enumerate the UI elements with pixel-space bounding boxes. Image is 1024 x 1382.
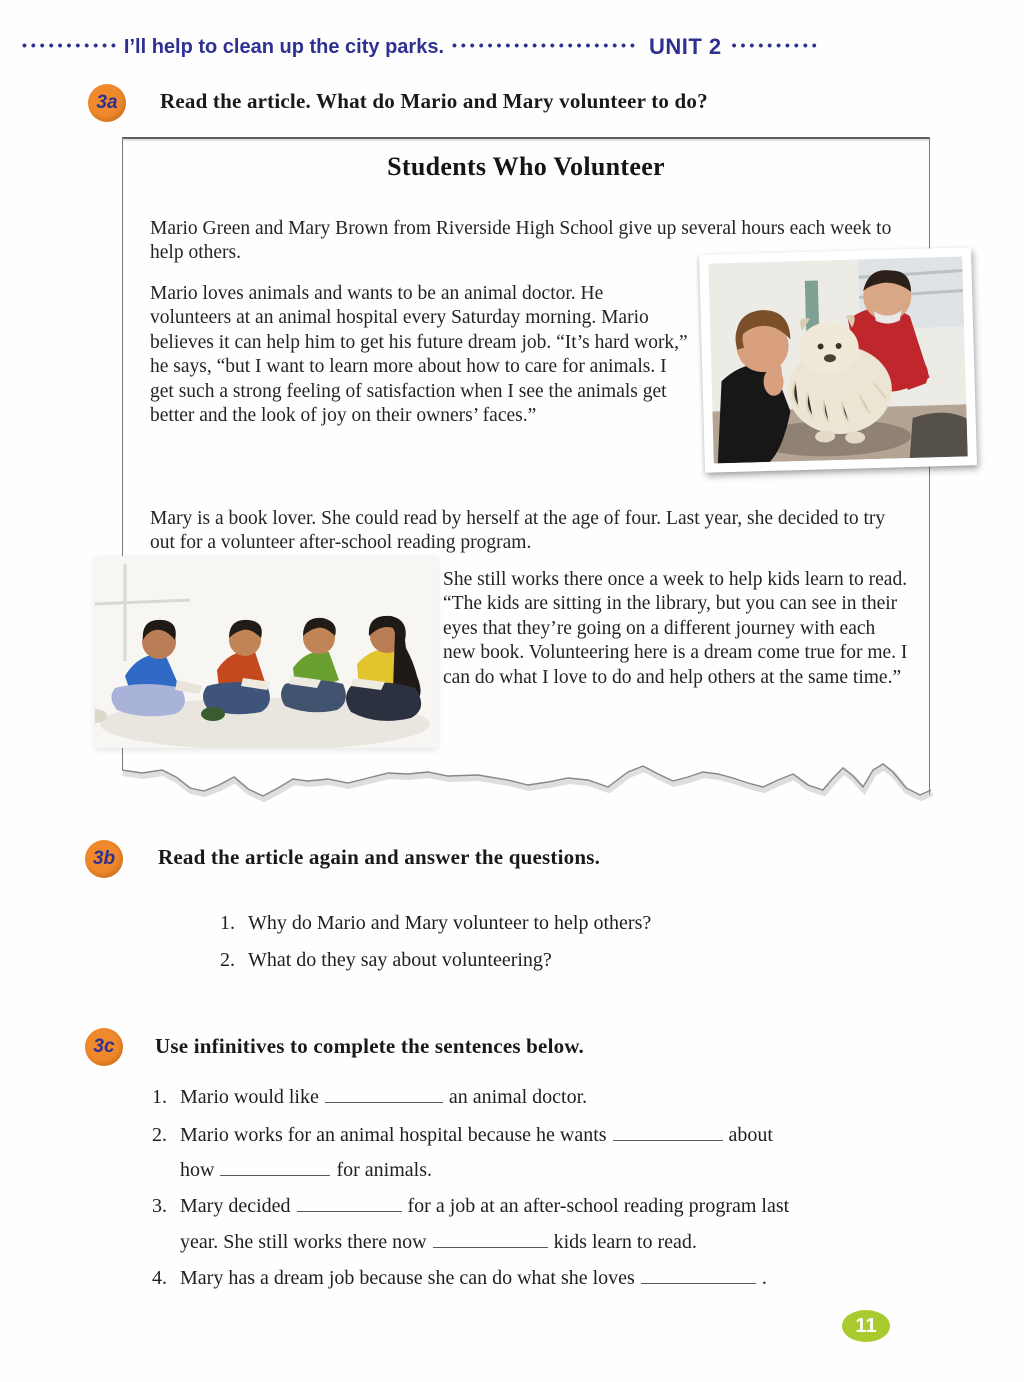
header-dots-right: •••••••••• [731, 37, 821, 53]
blank-line [641, 1263, 756, 1284]
kids-reading-illustration [95, 556, 437, 748]
sentence-1-number: 1. [152, 1086, 167, 1108]
photo-animal-hospital [699, 247, 977, 473]
sentence-2-number: 2. [152, 1124, 167, 1146]
blank-line [220, 1155, 330, 1176]
blank-line [297, 1191, 402, 1212]
page-header [0, 30, 1024, 64]
sentence-1 [152, 1082, 587, 1109]
question-2-number: 2. [220, 949, 235, 971]
header-dots-left: ••••••••••• [22, 37, 120, 53]
article-paragraph-mary-2: She still works there once a week to help kids learn to read. “The kids are sitting in the library, but you can see in their eyes that they’re going on a different journey with each new book. Volunteering here is a dream come true for me. I can do what I love to do and help others at the same time.” [443, 568, 908, 688]
blank-line [613, 1120, 723, 1141]
sentence-3-number: 3. [152, 1195, 167, 1217]
sentence-4-number: 4. [152, 1267, 167, 1289]
lesson-title: I’ll help to clean up the city parks. [123, 35, 444, 58]
sentence-2-text-c: how [180, 1159, 215, 1181]
section-3c-badge: 3c [85, 1028, 123, 1066]
article-title: Students Who Volunteer [387, 152, 665, 181]
sentence-2-text-b: about [728, 1124, 773, 1146]
question-2-text: What do they say about volunteering? [248, 949, 552, 971]
article-paragraph-mario: Mario loves animals and wants to be an animal doctor. He volunteers at an animal hospital every Saturday morning. Mario believes it can help him to get his future dream job. “It’s hard work,” he says, “but I want to learn more about how to care for animals. I get such a strong feeling of satisfaction when I see the animals get better and the look of joy on their owners’ faces.” [150, 282, 688, 427]
article-box-border-top [122, 137, 930, 139]
sentence-4-text-b: . [761, 1267, 767, 1289]
sentence-1-text-b: an animal doctor. [448, 1086, 588, 1108]
section-3c-instruction: Use infinitives to complete the sentences below. [155, 1034, 584, 1058]
article-paragraph-intro: Mario Green and Mary Brown from Riverside High School give up several hours each week to help others. [150, 217, 892, 264]
blank-line [325, 1082, 443, 1103]
blank-line [433, 1227, 548, 1248]
sentence-3-text-d: kids learn to read. [553, 1231, 697, 1253]
sentence-3-text-b: for a job at an after-school reading program last [407, 1195, 790, 1217]
animal-hospital-illustration [708, 256, 967, 463]
sentence-1-text-a: Mario would like [180, 1086, 319, 1108]
torn-paper-edge [116, 760, 940, 816]
section-3a-instruction: Read the article. What do Mario and Mary volunteer to do? [160, 89, 708, 113]
header-dots-mid: ••••••••••••••••••••• [452, 37, 639, 53]
sentence-4 [152, 1263, 767, 1290]
section-3b-badge: 3b [85, 840, 123, 878]
sentence-2-text-d: for animals. [336, 1159, 432, 1181]
photo-kids-reading [95, 556, 437, 748]
sentence-2-line-2 [180, 1155, 432, 1182]
sentence-4-text-a: Mary has a dream job because she can do what she loves [180, 1267, 635, 1289]
page-number-badge: 11 [842, 1310, 890, 1342]
question-1-number: 1. [220, 912, 235, 934]
question-2 [220, 949, 552, 972]
sentence-2-text-a: Mario works for an animal hospital because he wants [180, 1124, 607, 1146]
sentence-3-line-1 [152, 1191, 789, 1218]
article-paragraph-mary-1: Mary is a book lover. She could read by herself at the age of four. Last year, she decided to try out for a volunteer after-school reading program. [150, 507, 886, 554]
sentence-3-line-2 [180, 1227, 697, 1254]
question-1-text: Why do Mario and Mary volunteer to help others? [248, 912, 652, 934]
section-3b-instruction: Read the article again and answer the questions. [158, 845, 601, 869]
sentence-3-text-a: Mary decided [180, 1195, 291, 1217]
question-1 [220, 912, 651, 935]
sentence-2-line-1 [152, 1120, 773, 1147]
section-3a-badge: 3a [88, 84, 126, 122]
unit-label: UNIT 2 [648, 34, 722, 59]
sentence-3-text-c: year. She still works there now [180, 1231, 427, 1253]
